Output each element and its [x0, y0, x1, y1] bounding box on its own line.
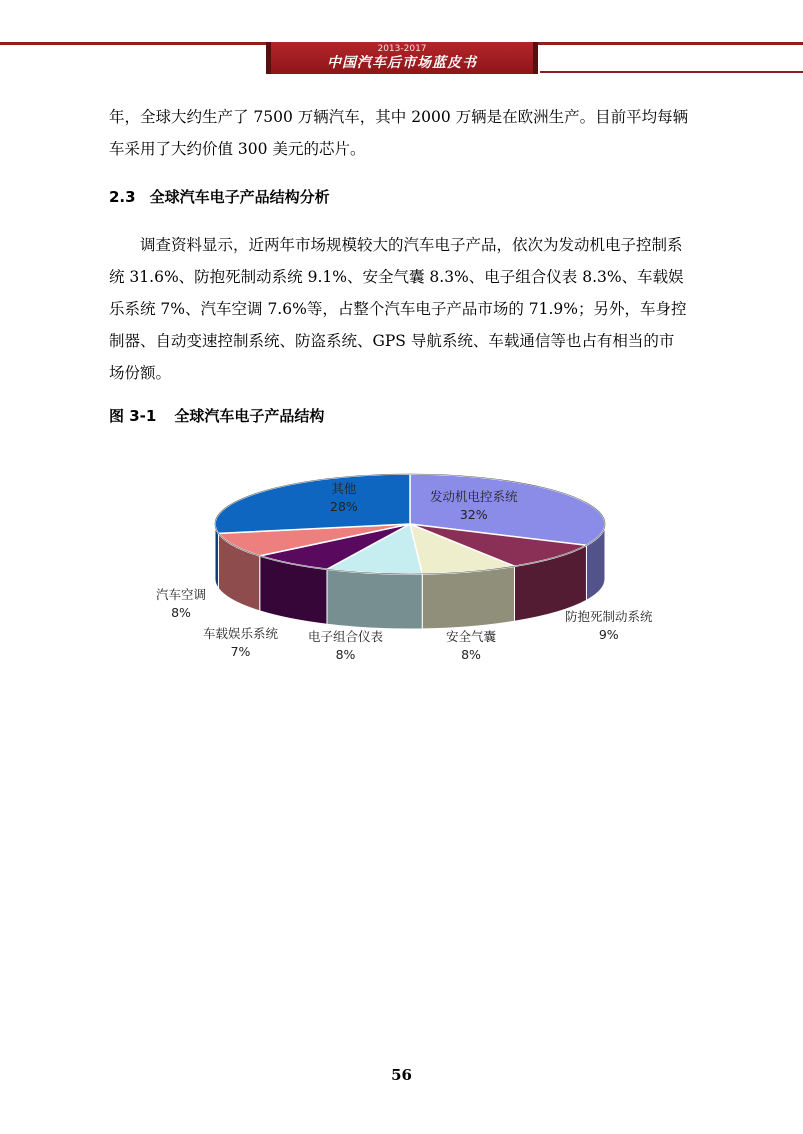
section-heading: [109, 186, 330, 207]
label-other: [330, 480, 358, 516]
label-infotainment: [203, 625, 278, 661]
label-abs: [565, 608, 653, 644]
section-number: 2.3: [109, 188, 136, 206]
label-engine: [430, 488, 518, 524]
label-abs-value: 9%: [598, 627, 619, 642]
pie-slice-6: [215, 474, 410, 533]
header-years: 2013-2017: [377, 44, 427, 54]
label-airbag-value: 8%: [461, 647, 481, 662]
label-infotainment-value: 7%: [230, 644, 251, 659]
label-ac: [156, 586, 206, 622]
paragraph-analysis: 调查资料显示，近两年市场规模较大的汽车电子产品，依次为发动机电子控制系统 31.6%、防抱死制动系统 9.1%、安全气囊 8.3%、电子组合仪表 8.3%、车载娱乐系统 7%、汽车空调 7.6%等，占整个汽车电子产品市场的 71.9%；另外，车身控制器、自动变速控制系统、防盗系统、GPS 导航系统、车载通信等也占有相当的市场份额。: [109, 236, 687, 382]
paragraph-intro: 年，全球大约生产了 7500 万辆汽车，其中 2000 万辆是在欧洲生产。目前平均每辆车采用了大约价值 300 美元的芯片。: [109, 108, 689, 158]
label-cluster: [308, 628, 383, 664]
figure-number: 图 3-1: [109, 407, 157, 425]
label-abs-name: 防抱死制动系统: [565, 609, 653, 624]
label-cluster-value: 8%: [335, 647, 356, 662]
label-other-value: 28%: [330, 499, 358, 514]
header-title: 中国汽车后市场蓝皮书: [327, 55, 477, 71]
label-engine-name: 发动机电控系统: [430, 489, 518, 504]
page-number: 56: [391, 1066, 412, 1084]
label-ac-name: 汽车空调: [156, 587, 207, 602]
header-rule-right: [540, 71, 803, 73]
figure-title: 全球汽车电子产品结构: [174, 407, 325, 425]
label-engine-value: 32%: [459, 507, 488, 522]
figure-caption: [109, 405, 324, 426]
section-title: 全球汽车电子产品结构分析: [149, 188, 330, 206]
label-cluster-name: 电子组合仪表: [308, 629, 384, 644]
label-airbag-name: 安全气囊: [446, 629, 497, 644]
label-other-name: 其他: [331, 481, 357, 496]
pie-side-2: [422, 566, 514, 629]
label-airbag: [446, 628, 496, 664]
label-infotainment-name: 车载娱乐系统: [203, 626, 279, 641]
pie-side-3: [327, 569, 422, 629]
label-ac-value: 8%: [171, 605, 191, 620]
header-banner: [266, 42, 538, 74]
